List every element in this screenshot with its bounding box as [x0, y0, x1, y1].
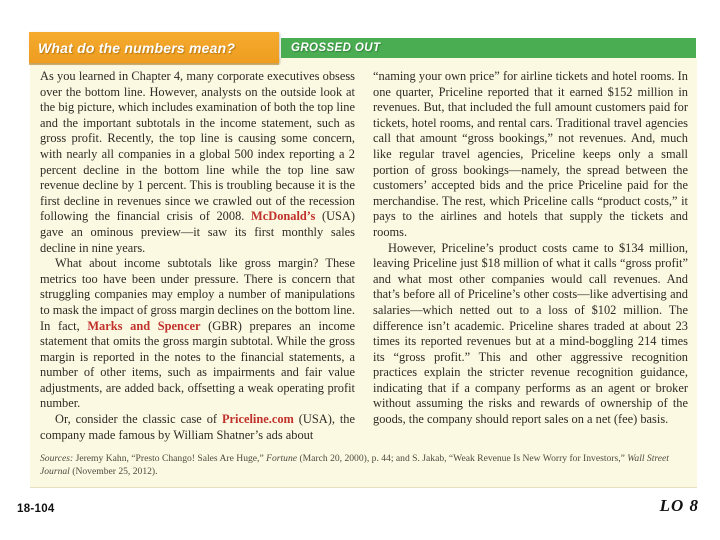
title-bar [281, 38, 696, 58]
sources-label: Sources: [40, 453, 74, 464]
paragraph-5 [373, 241, 688, 428]
paragraph-3 [40, 412, 355, 443]
feature-tag [29, 32, 279, 63]
left-column [40, 69, 355, 449]
title-bar-label: GROSSED OUT [291, 42, 381, 54]
slide-page-number: 18-104 [17, 503, 55, 515]
paragraph-1 [40, 69, 355, 256]
sources-journal: Wall Street Journal [40, 453, 669, 477]
article-columns [40, 69, 688, 449]
company-marks-and-spencer: Marks and Spencer [87, 318, 201, 333]
learning-objective-label: LO 8 [659, 496, 699, 515]
sources-note [40, 452, 685, 478]
article-panel [30, 58, 697, 488]
paragraph-3-text-after: (USA), the company made famous by William Shatner’s ads about [40, 412, 355, 442]
paragraph-2 [40, 256, 355, 412]
paragraph-1-text: As you learned in Chapter 4, many corporate executives obsess over the bottom line. However, analysts on the outside look at the big picture, which includes examination of both the top line and the important subtotals in the income statement, such as gross profit. Recently, the top line is causing some concern, with nearly all companies in a global 500 index reporting a 2 percent decline in the bottom line while the top line saw revenue decline by 1 percent. This is troubling because it is the first decline in revenues since we crawled out of the recession following the financial crisis of 2008. [40, 69, 355, 224]
company-priceline: Priceline.com [221, 412, 294, 427]
paragraph-3-text: Or, consider the classic case of [55, 412, 222, 427]
paragraph-4 [373, 69, 688, 241]
sources-text-1: Jeremy Kahn, “Presto Chango! Sales Are Huge,” [73, 453, 267, 464]
sources-text-2: (March 20, 2000), p. 44; and S. Jakab, “Weak Revenue Is New Worry for Investors,” [297, 453, 628, 464]
sources-fortune: Fortune [266, 453, 298, 464]
paragraph-1-text-after: (USA) gave an ominous preview—it saw its first monthly sales decline in nine years. [40, 209, 356, 255]
feature-tag-label: What do the numbers mean? [38, 39, 236, 56]
paragraph-2-text-after: (GBR) prepares an income statement that omits the gross margin subtotal. While the gross margin is reported in the notes to the financial statements, a number of other items, such as impairments and fair value adjustments, are added back, offsetting a weak operating profit number. [40, 318, 356, 411]
sources-text-3: (November 25, 2012). [69, 466, 158, 477]
paragraph-2-text: What about income subtotals like gross margin? These metrics too have been under pressure. There is concern that struggling companies may employ a number of manipulations to mask the impact of gross margin declines on the bottom line. In fact, [40, 256, 355, 333]
company-mcdonalds: McDonald’s [251, 209, 316, 224]
right-column [373, 69, 688, 449]
paragraph-5-text: However, Priceline’s product costs came to $134 million, leaving Priceline just $18 million of what it calls “gross profit” and what most other companies would call revenues. And that’s before all of Priceline’s other costs—like advertising and salaries—which netted out to a loss of $102 million. The difference isn’t academic. Priceline shares traded at about 23 times its reported revenues but at a mind-boggling 214 times its “gross profit.” This and other aggressive recognition practices explain the stricter revenue recognition guidance, indicating that if a company performs as an agent or broker without assuming the risks and rewards of ownership of the goods, the company should report sales on a net (fee) basis. [373, 240, 688, 427]
paragraph-4-text: “naming your own price” for airline tickets and hotel rooms. In one quarter, Priceline reported that it earned $152 million in revenues. But, that included the full amount customers paid for tickets, hotel rooms, and rental cars. Traditional travel agencies call that amount “gross bookings,” not revenues. And, much like regular travel agencies, Priceline keeps only a small portion of gross bookings—namely, the spread between the customers’ accepted bids and the price Priceline paid for the merchandise. The rest, which Priceline calls “product costs,” it pays to the airlines and hotels that supply the tickets and rooms. [373, 69, 688, 239]
